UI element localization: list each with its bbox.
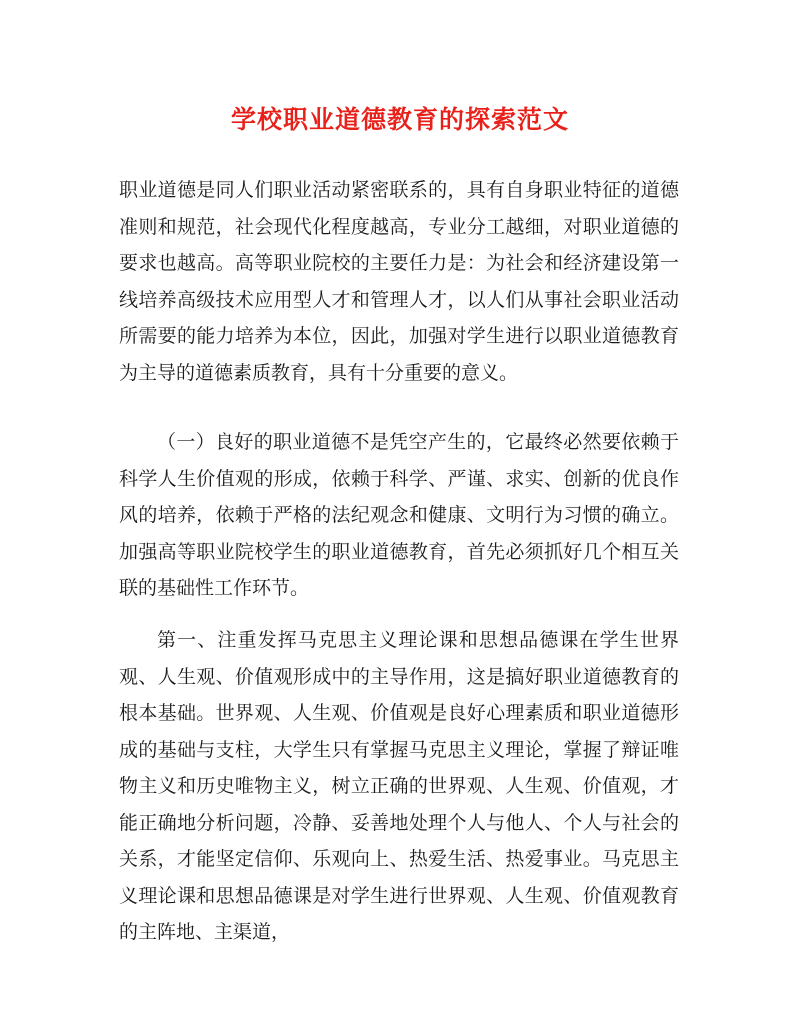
paragraph-intro: 职业道德是同人们职业活动紧密联系的，具有自身职业特征的道德准则和规范，社会现代化程度越高，专业分工越细，对职业道德的要求也越高。高等职业院校的主要任力是：为社会和经济建设第一线培养高级技术应用型人才和管理人才，以人们从事社会职业活动所需要的能力培养为本位，因此，加强对学生进行以职业道德教育为主导的道德素质教育，具有十分重要的意义。 [119, 179, 679, 384]
paragraph-section-one: （一）良好的职业道德不是凭空产生的，它最终必然要依赖于科学人生价值观的形成，依赖于科学、严谨、求实、创新的优良作风的培养，依赖于严格的法纪观念和健康、文明行为习惯的确立。加强高等职业院校学生的职业道德教育，首先必须抓好几个相互关联的基础性工作环节。 [119, 431, 679, 599]
paragraph-point-one: 第一、注重发挥马克思主义理论课和思想品德课在学生世界观、人生观、价值观形成中的主导作用，这是搞好职业道德教育的根本基础。世界观、人生观、价值观是良好心理素质和职业道德形成的基础与支柱，大学生只有掌握马克思主义理论，掌握了辩证唯物主义和历史唯物主义，树立正确的世界观、人生观、价值观，才能正确地分析问题，冷静、妥善地处理个人与他人、个人与社会的关系，才能坚定信仰、乐观向上、热爱生活、热爱事业。马克思主义理论课和思想品德课是对学生进行世界观、人生观、价值观教育的主阵地、主渠道， [119, 629, 679, 943]
document-title: 学校职业道德教育的探索范文 [230, 105, 569, 134]
